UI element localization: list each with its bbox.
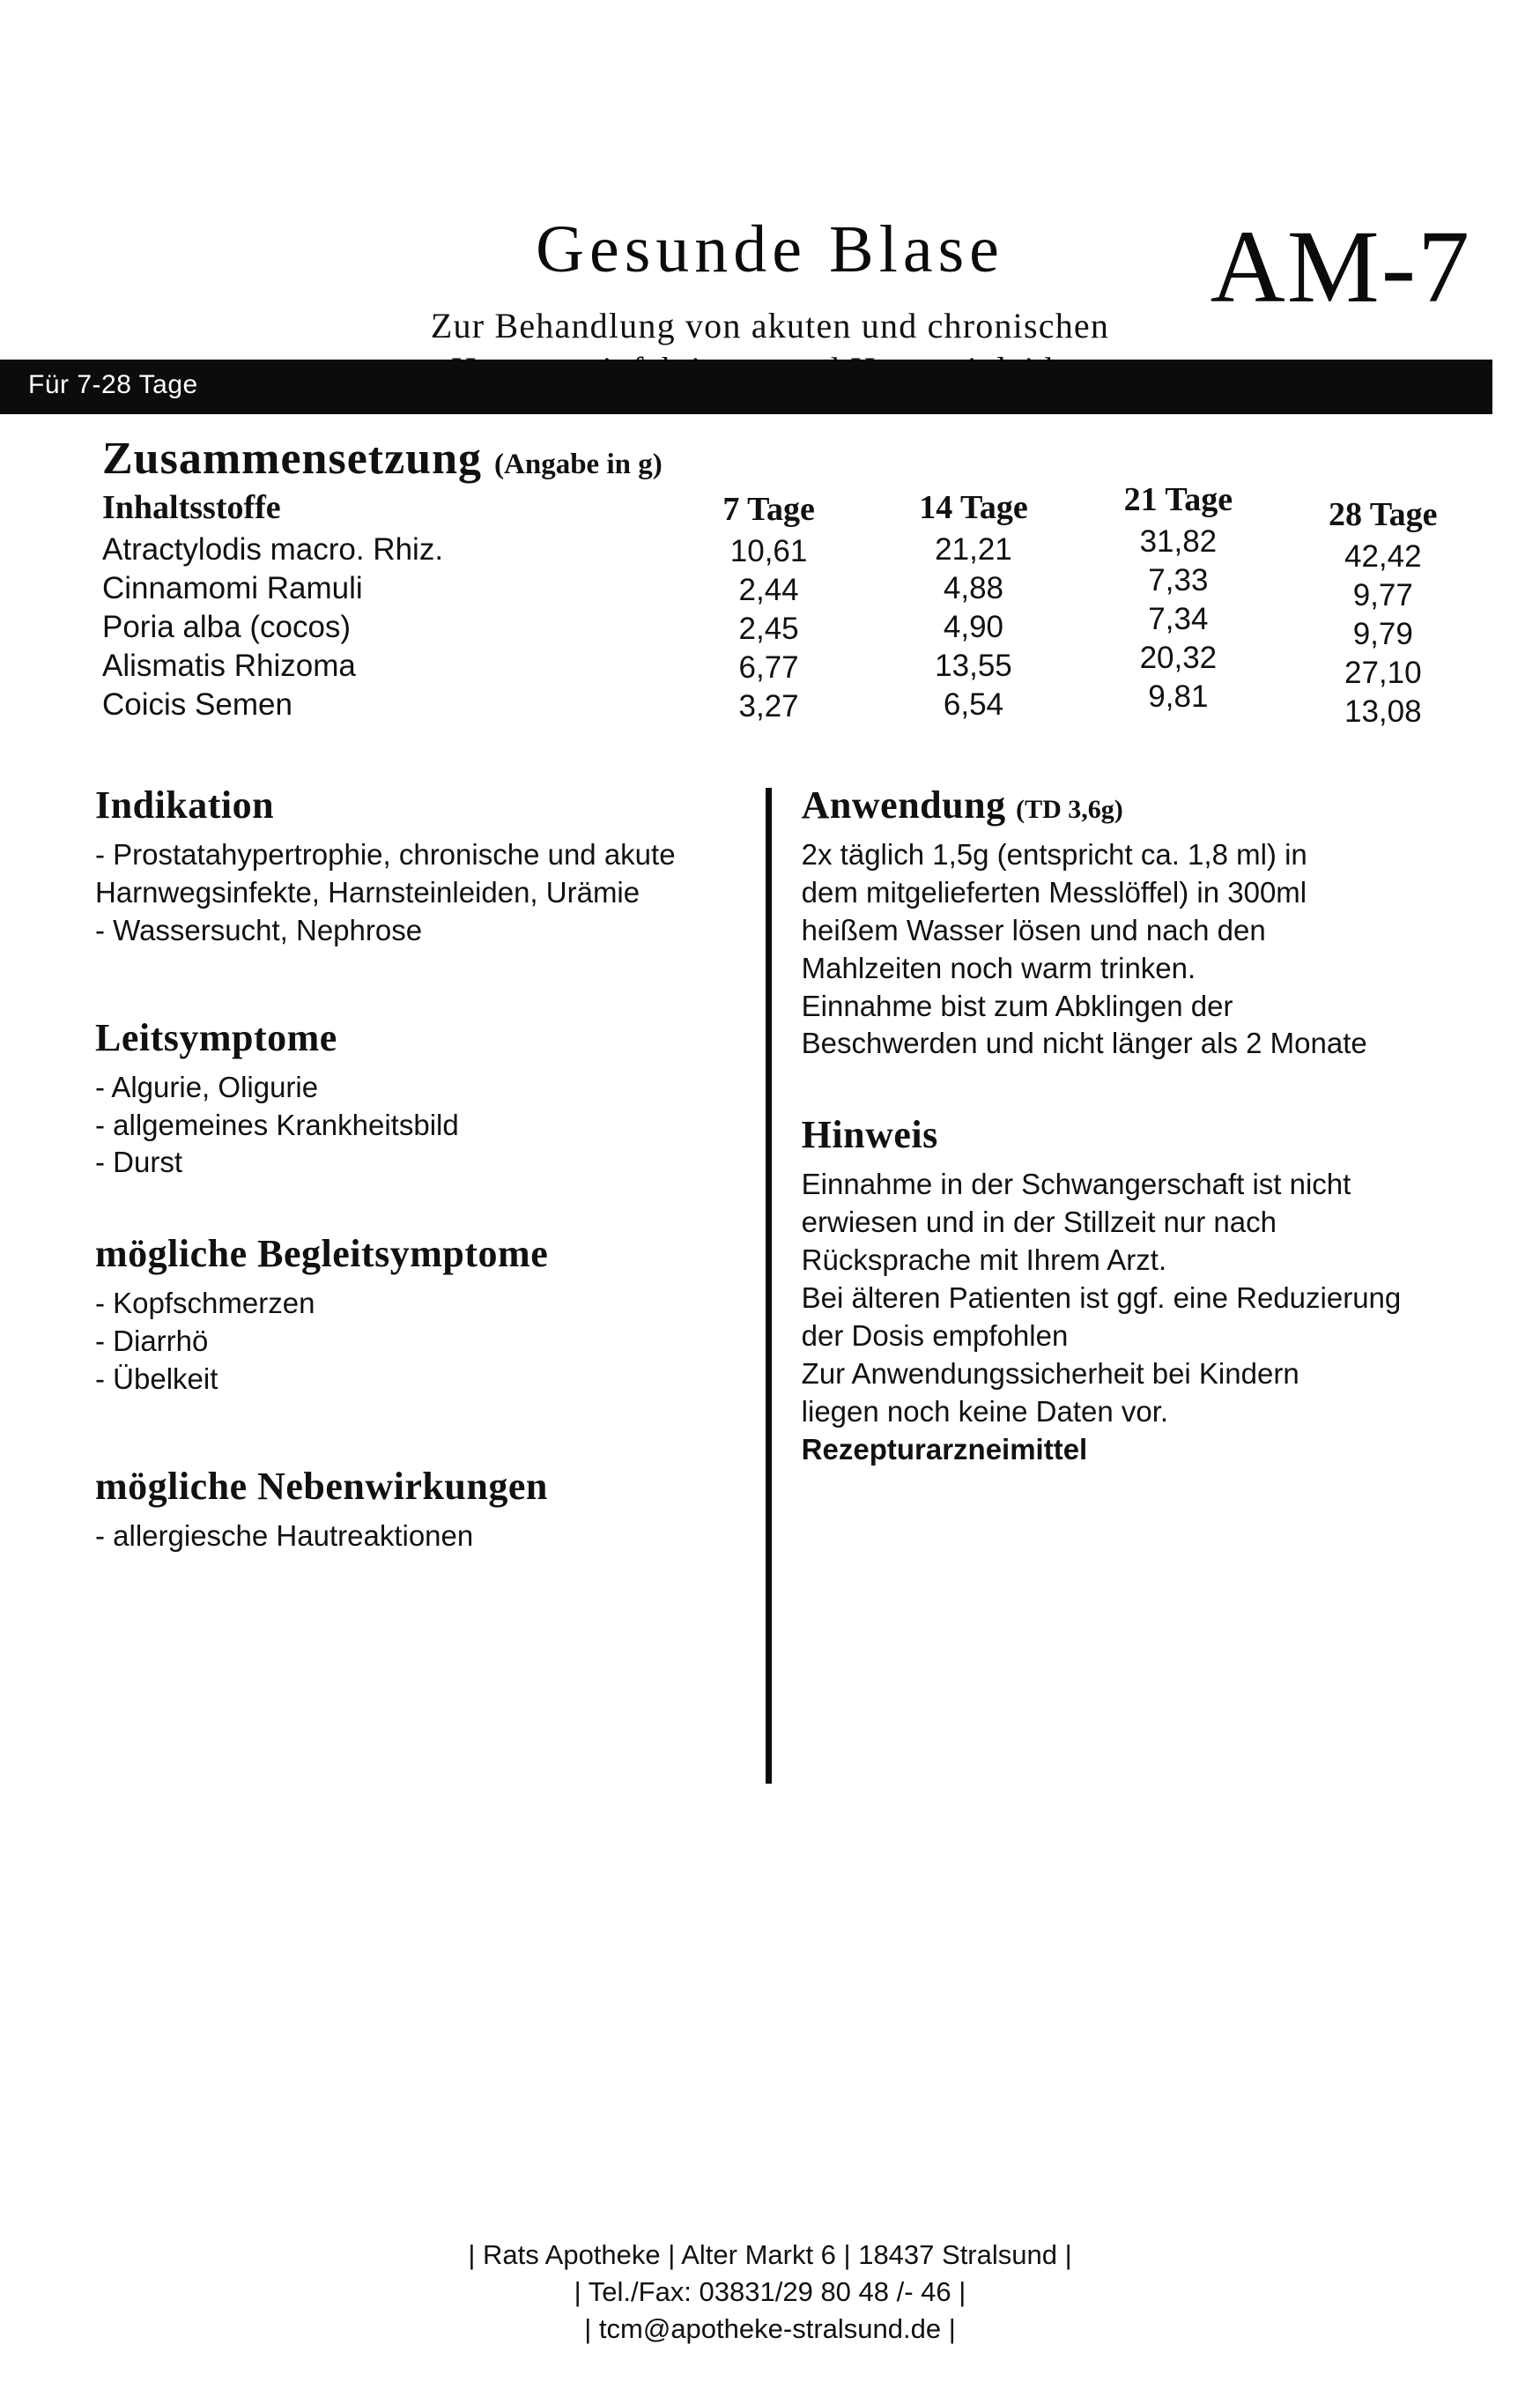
hinweis-line-1: Einnahme in der Schwangerschaft ist nicht <box>801 1168 1351 1201</box>
cell-7-days: 2,45 <box>738 612 799 646</box>
cell-ingredient: Coicis Semen <box>102 687 292 722</box>
cell-ingredient: Poria alba (cocos) <box>102 610 352 644</box>
section-heading-anwendung <box>802 783 1487 827</box>
cell-28-days: 13,08 <box>1344 694 1422 729</box>
cell-7-days: 2,44 <box>738 573 799 607</box>
column-header-ingredient: Inhaltsstoffe <box>102 489 281 526</box>
anwendung-line-4: Mahlzeiten noch warm trinken. <box>801 951 1196 984</box>
begleitsymptome-body <box>95 1285 766 1399</box>
list-item: - Durst <box>95 1146 182 1179</box>
hinweis-line-6: Zur Anwendungssicherheit bei Kindern <box>801 1356 1299 1390</box>
nebenwirkungen-body <box>95 1518 766 1555</box>
indikation-line-2: Harnwegsinfekte, Harnsteinleiden, Urämie <box>95 875 640 909</box>
subtitle-line-1: Zur Behandlung von akuten und chronischen <box>430 306 1110 345</box>
spacer <box>95 1182 766 1231</box>
cell-21-days: 9,81 <box>1148 679 1209 714</box>
anwendung-line-6: Beschwerden und nicht länger als 2 Monate <box>801 1027 1367 1060</box>
hinweis-line-5: der Dosis empfohlen <box>801 1318 1069 1352</box>
composition-heading <box>53 433 1487 485</box>
list-item: - allergiesche Hautreaktionen <box>95 1519 474 1553</box>
leitsymptome-body <box>95 1069 766 1183</box>
anwendung-line-5: Einnahme bist zum Abklingen der <box>801 989 1233 1022</box>
cell-14-days: 13,55 <box>935 649 1012 683</box>
list-item: - Kopfschmerzen <box>95 1287 315 1320</box>
section-heading-begleitsymptome: mögliche Begleitsymptome <box>95 1232 549 1276</box>
cell-14-days: 4,88 <box>943 571 1004 605</box>
anwendung-heading-text: Anwendung <box>801 783 1006 827</box>
content-columns <box>53 783 1487 1784</box>
table-row <box>102 686 1485 724</box>
column-header-7-days: 7 Tage <box>722 491 815 528</box>
hinweis-rezepturarzneimittel: Rezepturarzneimittel <box>801 1432 1088 1466</box>
cell-28-days: 27,10 <box>1344 656 1422 690</box>
anwendung-line-3: heißem Wasser lösen und nach den <box>801 913 1266 946</box>
section-heading-nebenwirkungen: mögliche Nebenwirkungen <box>95 1465 548 1509</box>
cell-28-days: 9,79 <box>1352 617 1413 651</box>
column-header-28-days: 28 Tage <box>1329 496 1438 533</box>
indikation-line-1: - Prostatahypertrophie, chronische und akute <box>95 838 676 871</box>
indikation-body <box>95 836 766 950</box>
cell-ingredient: Cinnamomi Ramuli <box>102 571 363 605</box>
spacer <box>95 1399 766 1464</box>
spacer <box>95 950 766 1015</box>
anwendung-td-note: (TD 3,6g) <box>1016 795 1123 824</box>
composition-unit-note: (Angabe in g) <box>494 449 663 480</box>
list-item: - Algurie, Oligurie <box>95 1070 319 1103</box>
spacer <box>802 1063 1487 1112</box>
footer-phone: | Tel./Fax: 03831/29 80 48 /- 46 | <box>574 2276 966 2308</box>
section-heading-indikation: Indikation <box>95 783 275 827</box>
cell-28-days: 9,77 <box>1352 578 1413 612</box>
hinweis-line-4: Bei älteren Patienten ist ggf. eine Reduzierung <box>801 1281 1402 1315</box>
right-column <box>802 783 1487 1468</box>
left-column <box>53 783 766 1555</box>
duration-bar-label: Für 7-28 Tage <box>28 370 198 399</box>
composition-table <box>102 481 1485 729</box>
cell-21-days: 31,82 <box>1139 524 1218 559</box>
anwendung-body <box>802 836 1487 1063</box>
cell-14-days: 4,90 <box>943 610 1004 644</box>
list-item: - Übelkeit <box>95 1362 218 1396</box>
footer <box>0 2237 1540 2348</box>
cell-7-days: 10,61 <box>729 534 808 568</box>
anwendung-line-2: dem mitgelieferten Messlöffel) in 300ml <box>801 875 1307 909</box>
column-header-14-days: 14 Tage <box>919 489 1028 526</box>
hinweis-line-2: erwiesen und in der Stillzeit nur nach <box>801 1206 1277 1239</box>
cell-7-days: 3,27 <box>738 689 799 724</box>
cell-7-days: 6,77 <box>738 650 799 685</box>
footer-address: | Rats Apotheke | Alter Markt 6 | 18437 Stralsund | <box>468 2239 1072 2271</box>
page-title: Gesunde Blase <box>536 212 1004 286</box>
hinweis-body <box>802 1166 1487 1468</box>
footer-email: | tcm@apotheke-stralsund.de | <box>584 2313 956 2345</box>
anwendung-line-1: 2x täglich 1,5g (entspricht ca. 1,8 ml) in <box>801 838 1307 871</box>
column-header-21-days: 21 Tage <box>1123 481 1233 518</box>
product-code: AM-7 <box>1210 209 1471 324</box>
section-heading-hinweis: Hinweis <box>801 1113 938 1157</box>
cell-21-days: 7,34 <box>1148 602 1209 636</box>
hinweis-line-3: Rücksprache mit Ihrem Arzt. <box>801 1243 1167 1277</box>
cell-14-days: 6,54 <box>943 687 1004 722</box>
indikation-line-3: - Wassersucht, Nephrose <box>95 913 423 946</box>
composition-heading-text: Zusammensetzung <box>102 434 483 484</box>
cell-21-days: 20,32 <box>1139 641 1218 675</box>
list-item: - Diarrhö <box>95 1325 209 1358</box>
column-divider <box>766 788 772 1784</box>
hinweis-line-7: liegen noch keine Daten vor. <box>801 1394 1169 1428</box>
duration-bar <box>0 360 1492 414</box>
document-page <box>0 209 1540 2397</box>
list-item: - allgemeines Krankheitsbild <box>95 1108 459 1141</box>
cell-ingredient: Alismatis Rhizoma <box>102 649 356 683</box>
cell-28-days: 42,42 <box>1344 539 1422 574</box>
cell-14-days: 21,21 <box>935 532 1012 567</box>
section-heading-leitsymptome: Leitsymptome <box>95 1015 337 1059</box>
cell-21-days: 7,33 <box>1148 563 1209 597</box>
cell-ingredient: Atractylodis macro. Rhiz. <box>102 532 444 567</box>
